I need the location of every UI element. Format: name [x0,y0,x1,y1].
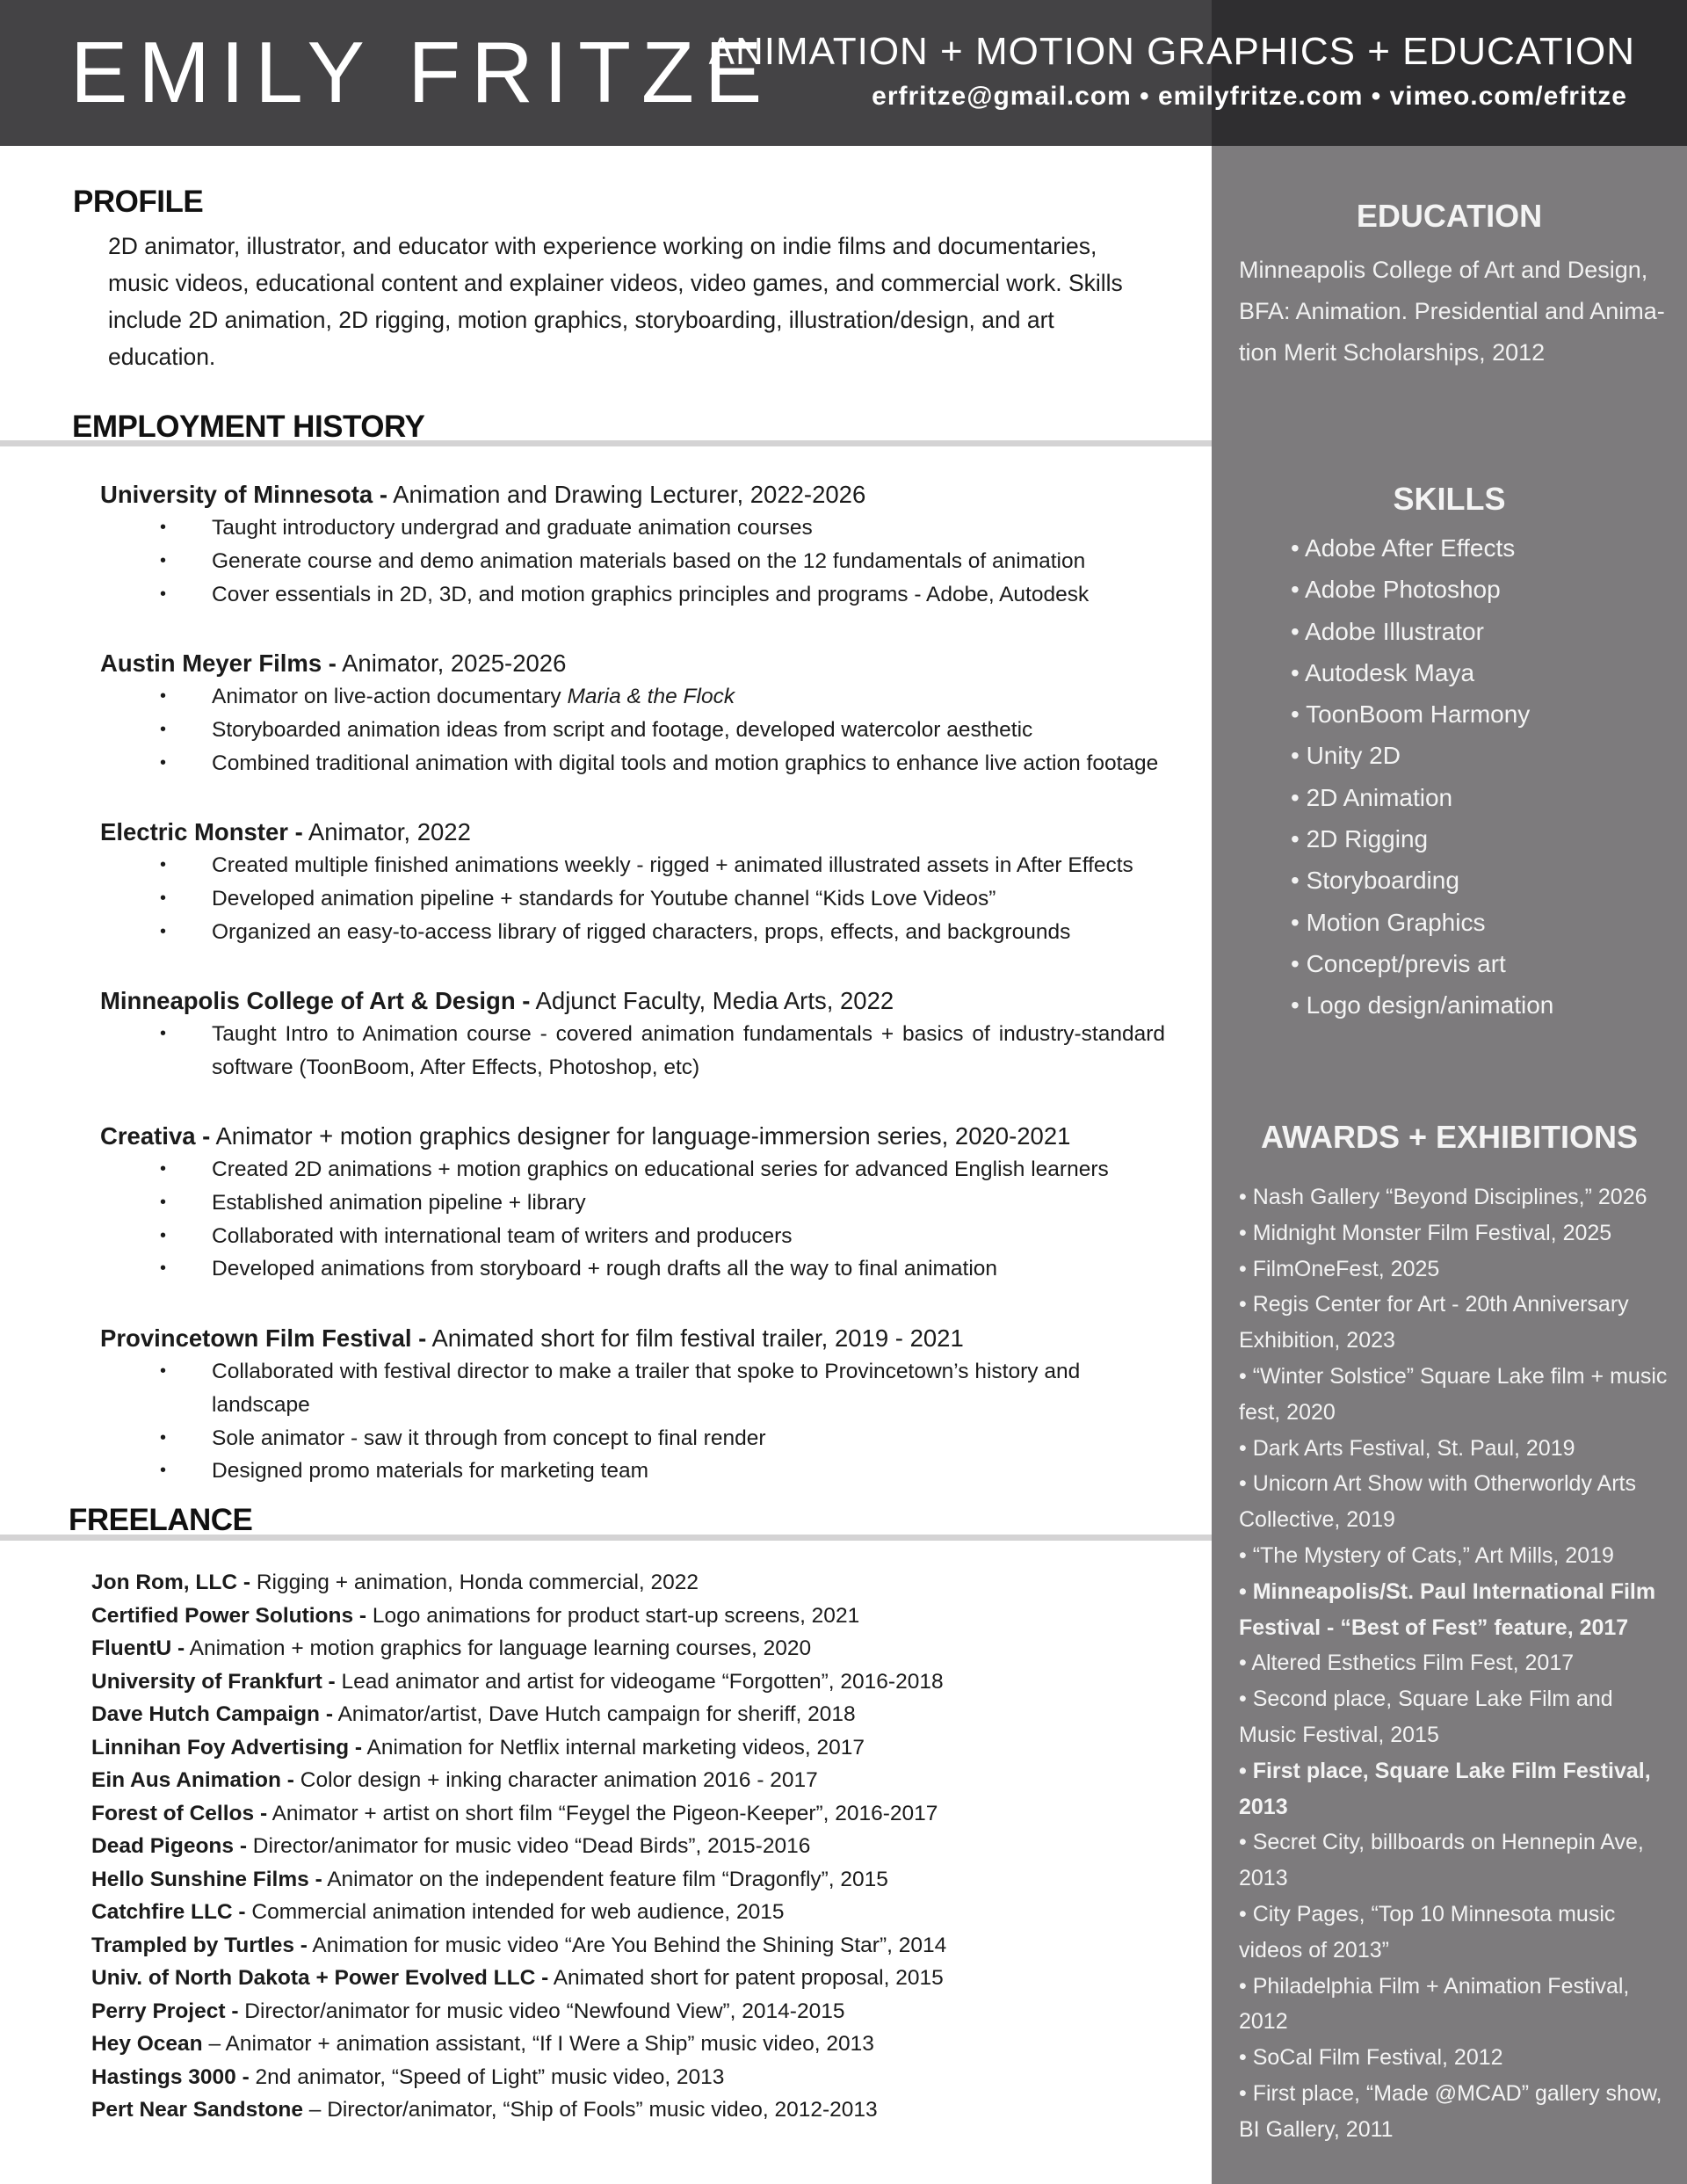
job-bullet: • Combined traditional animation with digital tools and motion graphics to enhance live action footage [100,747,1165,780]
freelance-client: Hello Sunshine Films - [91,1867,322,1891]
skill-item: • Adobe Photoshop [1291,576,1501,604]
award-item-highlight: • First place, Square Lake Film Festival, 2013 [1239,1758,1651,1819]
job-bullet-text: Animator on live-action documentary [212,685,568,708]
freelance-client: Ein Aus Animation - [91,1768,294,1792]
job-employer: Minneapolis College of Art & Design - [100,987,531,1014]
freelance-desc: Commercial animation intended for web audience, 2015 [245,1900,785,1924]
award-item: • Altered Esthetics Film Fest, 2017 [1239,1651,1575,1676]
job-entry [100,647,1172,780]
award-item: • FilmOneFest, 2025 [1239,1256,1440,1281]
job-heading [100,1322,1172,1355]
freelance-list [91,1566,946,2127]
profile-text: 2D animator, illustrator, and educator with experience working on indie films and documentaries, music videos, educational content and explainer videos, video games, and commercial work. Skills include 2D animation, 2D rigging, motion graphics, storyboarding, illustration/design, and art education. [108,233,1123,370]
job-bullets [100,849,1172,948]
award-item: • Second place, Square Lake Film and Music Festival, 2015 [1239,1687,1613,1747]
freelance-client: FluentU - [91,1636,185,1660]
job-bullet: • Taught Intro to Animation course - covered animation fundamentals + basics of industry-standard software (ToonBoom, After Effects, Photoshop, etc) [100,1018,1165,1085]
freelance-desc: – Animator + animation assistant, “If I Were a Ship” music video, 2013 [202,2032,874,2056]
award-item: • SoCal Film Festival, 2012 [1239,2045,1503,2071]
freelance-desc: Animator on the independent feature film “Dragonfly”, 2015 [322,1867,888,1891]
freelance-item [91,1962,946,1995]
skill-item: • Autodesk Maya [1291,658,1475,686]
award-item: • First place, “Made @MCAD” gallery show, BI Gallery, 2011 [1239,2080,1662,2142]
job-entry [100,1120,1172,1286]
freelance-desc: Director/animator for music video “Dead Birds”, 2015-2016 [246,1834,811,1858]
job-entry [100,1322,1172,1488]
education-text: Minneapolis College of Art and Design, BFA: Animation. Presidential and Anima- tion Merit Scholarships, 2012 [1239,257,1665,366]
freelance-client: Certified Power Solutions - [91,1603,367,1628]
job-bullet: • Created 2D animations + motion graphics on educational series for advanced English learners [100,1153,1165,1186]
award-item: • Philadelphia Film + Animation Festival, 2012 [1239,1973,1630,2035]
job-employer: Austin Meyer Films - [100,649,337,677]
freelance-item [91,1632,946,1665]
job-bullets [100,1355,1172,1488]
freelance-client: University of Frankfurt - [91,1669,336,1694]
freelance-client: Catchfire LLC - [91,1900,246,1924]
freelance-desc: Animation for music video “Are You Behind the Shining Star”, 2014 [307,1933,947,1957]
freelance-client: Hastings 3000 - [91,2064,250,2089]
job-entry [100,816,1172,948]
job-bullet: • Developed animation pipeline + standards for Youtube channel “Kids Love Videos” [100,882,1165,916]
skill-item: • Concept/previs art [1291,949,1506,977]
job-bullet: • Collaborated with festival director to make a trailer that spoke to Provincetown’s history and landscape [100,1355,1165,1422]
freelance-client: Dave Hutch Campaign - [91,1702,333,1726]
award-item: • “The Mystery of Cats,” Art Mills, 2019 [1239,1542,1614,1568]
contact-line: erfritze@gmail.com • emilyfritze.com • vimeo.com/efritze [872,82,1627,111]
job-bullet: • Storyboarded animation ideas from script and footage, developed watercolor aesthetic [100,714,1165,747]
award-item: • Nash Gallery “Beyond Disciplines,” 2026 [1239,1185,1647,1209]
job-bullet: • Established animation pipeline + library [100,1186,1165,1220]
freelance-client: Jon Rom, LLC - [91,1571,251,1594]
job-employer: University of Minnesota - [100,481,387,508]
freelance-item [91,1566,946,1600]
freelance-client: Linnihan Foy Advertising - [91,1735,363,1760]
freelance-client: Hey Ocean [91,2032,203,2056]
freelance-client: Forest of Cellos - [91,1801,268,1825]
freelance-desc: Lead animator and artist for videogame “Forgotten”, 2016-2018 [335,1669,944,1694]
job-bullet: • Organized an easy-to-access library of rigged characters, props, effects, and backgrounds [100,916,1165,949]
freelance-desc: Rigging + animation, Honda commercial, 2022 [250,1571,699,1594]
freelance-client: Dead Pigeons - [91,1834,247,1858]
skill-item: • Adobe Illustrator [1291,617,1484,645]
freelance-item [91,2028,946,2061]
job-role: Animator, 2025-2026 [336,649,567,677]
job-role: Animator + motion graphics designer for language-immersion series, 2020-2021 [210,1122,1071,1150]
job-bullet [100,680,1165,714]
award-item: • Regis Center for Art - 20th Anniversary Exhibition, 2023 [1239,1292,1629,1353]
job-role: Animation and Drawing Lecturer, 2022-2026 [387,481,866,508]
job-entry [100,478,1172,611]
freelance-item [91,1764,946,1797]
job-bullets [100,512,1172,611]
job-bullet: • Taught introductory undergrad and graduate animation courses [100,512,1165,545]
skill-item: • Motion Graphics [1291,908,1486,936]
award-item: • “Winter Solstice” Square Lake film + music fest, 2020 [1239,1363,1668,1425]
job-heading [100,647,1172,680]
award-item: • Unicorn Art Show with Otherworldy Arts Collective, 2019 [1239,1471,1636,1533]
skill-item: • ToonBoom Harmony [1291,700,1531,729]
freelance-client: Pert Near Sandstone [91,2098,303,2122]
freelance-client: Trampled by Turtles - [91,1933,308,1957]
job-role: Adjunct Faculty, Media Arts, 2022 [530,987,894,1014]
job-employer: Creativa - [100,1122,211,1150]
skill-item: • Storyboarding [1291,867,1459,895]
freelance-item [91,1929,946,1963]
job-bullets [100,680,1172,780]
job-heading [100,816,1172,849]
award-item: • Dark Arts Festival, St. Paul, 2019 [1239,1435,1575,1461]
award-item: • City Pages, “Top 10 Minnesota music videos of 2013” [1239,1901,1616,1963]
freelance-client: Perry Project - [91,1999,239,2023]
skill-item: • 2D Rigging [1291,825,1429,853]
awards-list [1239,1179,1674,2148]
freelance-item [91,1731,946,1765]
job-entry [100,984,1172,1085]
header-bar [0,0,1687,146]
job-bullet: • Cover essentials in 2D, 3D, and motion graphics principles and programs - Adobe, Autodesk [100,578,1165,612]
award-item-highlight: • Minneapolis/St. Paul International Film Festival - “Best of Fest” feature, 2017 [1239,1578,1656,1640]
freelance-item [91,1600,946,1633]
award-item: • Midnight Monster Film Festival, 2025 [1239,1220,1612,1245]
freelance-client: Univ. of North Dakota + Power Evolved LLC - [91,1966,549,1990]
freelance-item [91,1797,946,1831]
freelance-desc: Animator + artist on short film “Feygel the Pigeon-Keeper”, 2016-2017 [267,1801,938,1825]
job-bullet: • Created multiple finished animations weekly - rigged + animated illustrated assets in After Effects [100,849,1165,882]
freelance-heading: FREELANCE [69,1503,253,1537]
freelance-item [91,2093,946,2127]
skills-list [1291,527,1553,1027]
freelance-item [91,1665,946,1699]
skill-item: • 2D Animation [1291,783,1453,811]
freelance-desc: Animator/artist, Dave Hutch campaign for sheriff, 2018 [333,1702,856,1726]
job-heading [100,478,1172,512]
job-bullets [100,1018,1172,1085]
freelance-item [91,2061,946,2094]
job-bullet: • Sole animator - saw it through from concept to final render [100,1422,1165,1455]
skill-item: • Adobe After Effects [1291,534,1516,562]
freelance-desc: Animation for Netflix internal marketing videos, 2017 [362,1735,865,1760]
freelance-desc: 2nd animator, “Speed of Light” music video, 2013 [249,2064,725,2089]
skill-item: • Logo design/animation [1291,991,1554,1019]
job-role: Animated short for film festival trailer, 2019 - 2021 [426,1324,964,1352]
job-role: Animator, 2022 [302,818,471,845]
job-bullet: • Generate course and demo animation materials based on the 12 fundamentals of animation [100,545,1165,578]
award-item: • Secret City, billboards on Hennepin Ave, 2013 [1239,1830,1644,1891]
freelance-desc: Animation + motion graphics for language learning courses, 2020 [185,1636,812,1660]
job-bullet: • Collaborated with international team of writers and producers [100,1220,1165,1253]
freelance-desc: Logo animations for product start-up screens, 2021 [366,1603,860,1628]
freelance-desc: Director/animator for music video “Newfound View”, 2014-2015 [238,1999,845,2023]
freelance-item [91,1896,946,1929]
freelance-desc: Color design + inking character animation 2016 - 2017 [293,1768,818,1792]
freelance-desc: – Director/animator, “Ship of Fools” music video, 2012-2013 [303,2098,878,2122]
resume-tagline: ANIMATION + MOTION GRAPHICS + EDUCATION [708,30,1635,73]
documentary-title: Maria & the Flock [567,685,735,708]
freelance-desc: Animated short for patent proposal, 2015 [548,1966,944,1990]
awards-heading: AWARDS + EXHIBITIONS [1260,1119,1639,1155]
freelance-item [91,1863,946,1897]
freelance-item [91,1995,946,2028]
sidebar [1212,146,1687,2184]
job-heading [100,1120,1172,1153]
job-bullets [100,1153,1172,1286]
profile-heading: PROFILE [73,185,204,219]
job-employer: Electric Monster - [100,818,303,845]
job-bullet: • Developed animations from storyboard + rough drafts all the way to final animation [100,1252,1165,1286]
education-heading: EDUCATION [1356,198,1543,234]
freelance-item [91,1698,946,1731]
skills-heading: SKILLS [1393,481,1506,517]
job-employer: Provincetown Film Festival - [100,1324,427,1352]
job-bullet: • Designed promo materials for marketing team [100,1455,1165,1488]
skill-item: • Unity 2D [1291,742,1401,770]
freelance-item [91,1830,946,1863]
resume-name: EMILY FRITZE [70,24,773,120]
employment-heading: EMPLOYMENT HISTORY [72,410,425,444]
job-heading [100,984,1172,1018]
